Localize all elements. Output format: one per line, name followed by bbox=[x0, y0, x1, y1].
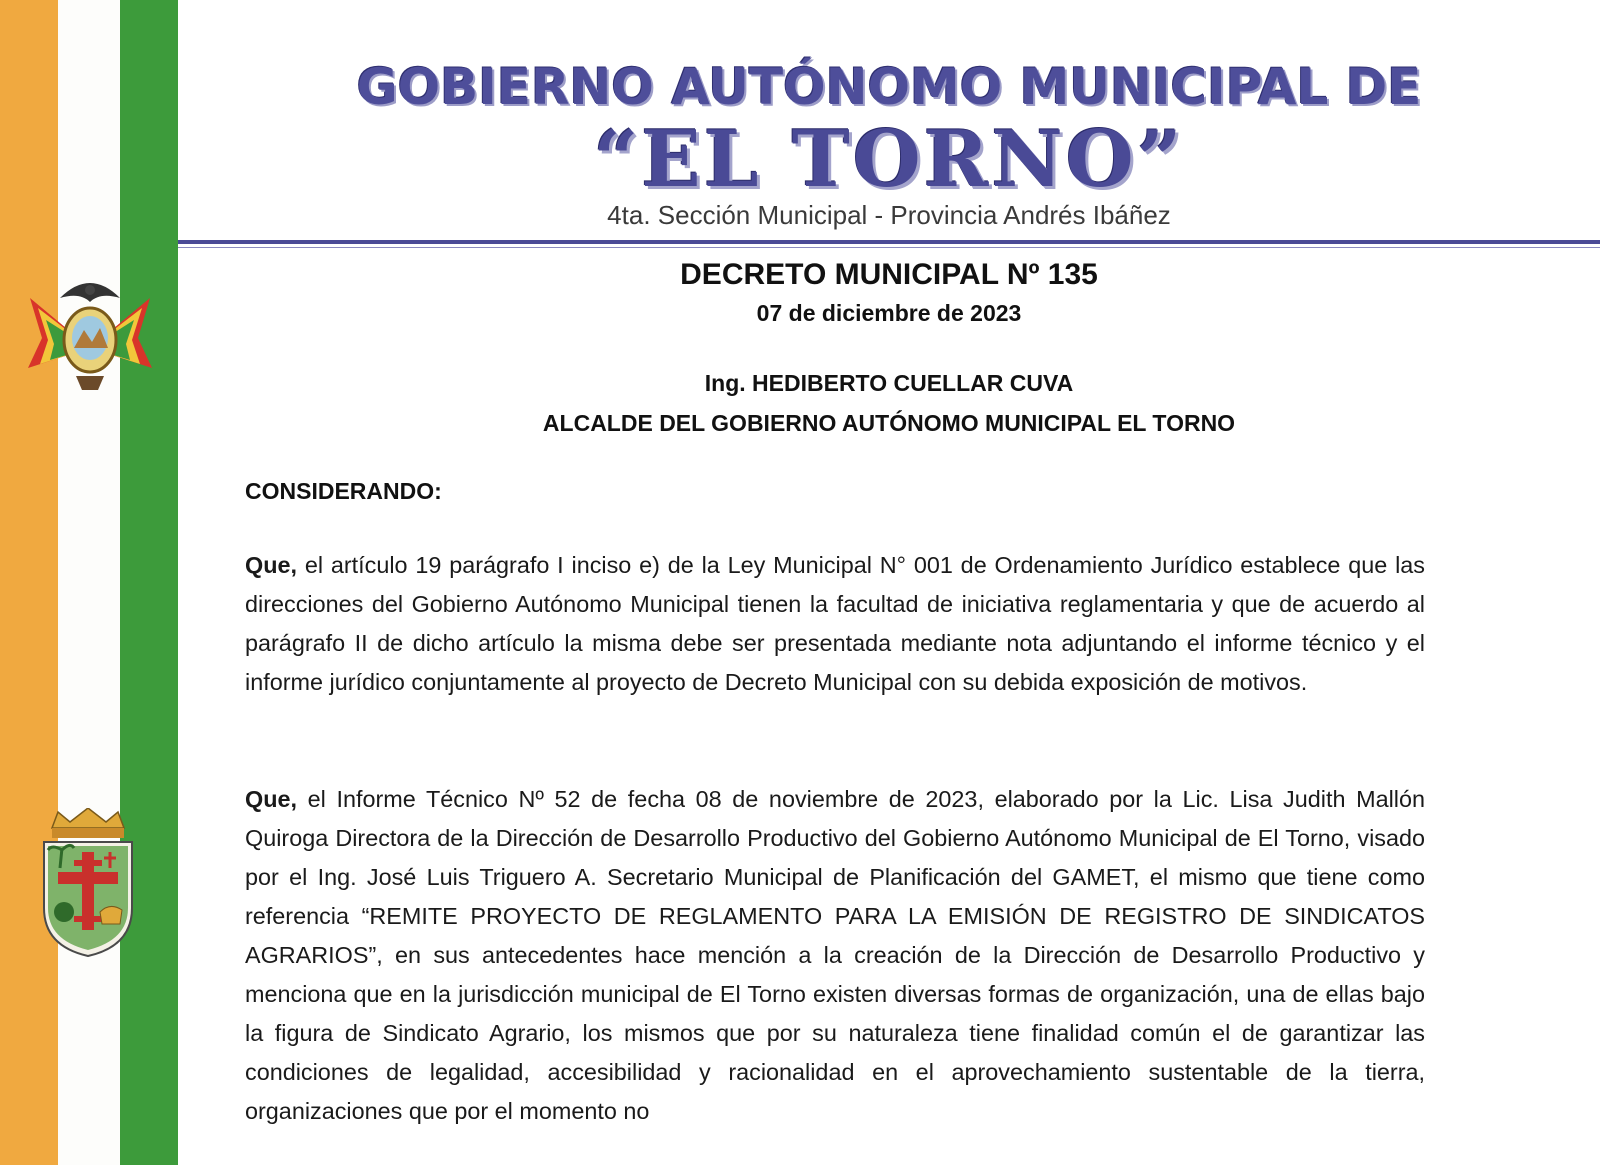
header-subtitle: 4ta. Sección Municipal - Provincia Andrés Ibáñez bbox=[607, 200, 1171, 230]
paragraph-text: el artículo 19 parágrafo I inciso e) de la Ley Municipal N° 001 de Ordenamiento Jurídico establece que las direcciones del Gobierno Autónomo Municipal tienen la facultad de iniciativa reglamentaria y que de acuerdo al parágrafo II de dicho artículo la misma debe ser presentada mediante nota adjuntando el informe técnico y el informe jurídico conjuntamente al proyecto de Decreto Municipal con su debida exposición de motivos. bbox=[245, 552, 1425, 695]
paragraph-lead: Que, bbox=[245, 552, 297, 578]
decree-title: DECRETO MUNICIPAL Nº 135 bbox=[680, 258, 1098, 291]
paragraph-lead: Que, bbox=[245, 786, 297, 812]
bolivia-coat-of-arms-icon bbox=[20, 268, 160, 398]
considering-paragraph-2 bbox=[245, 780, 1425, 1131]
header-municipality-name: “EL TORNO” bbox=[593, 114, 1185, 205]
decree-date: 07 de diciembre de 2023 bbox=[756, 300, 1022, 326]
paragraph-text: el Informe Técnico Nº 52 de fecha 08 de noviembre de 2023, elaborado por la Lic. Lisa Judith Mallón Quiroga Directora de la Dirección de Desarrollo Productivo del Gobierno Autónomo Municipal de El Torno, visado por el Ing. José Luis Triguero A. Secretario Municipal de Planificación del GAMET, el mismo que tiene como referencia “REMITE PROYECTO DE REGLAMENTO PARA LA EMISIÓN DE REGISTRO DE SINDICATOS AGRARIOS”, en sus antecedentes hace mención a la creación de la Dirección de Desarrollo Productivo y menciona que en la jurisdicción municipal de El Torno existen diversas formas de organización, una de ellas bajo la figura de Sindicato Agrario, los mismos que por su naturaleza tiene finalidad común el de garantizar las condiciones de legalidad, accesibilidad y racionalidad en el aprovechamiento sustentable de la tierra, organizaciones que por el momento no bbox=[245, 786, 1425, 1124]
mayor-name: Ing. HEDIBERTO CUELLAR CUVA bbox=[704, 370, 1074, 396]
considering-paragraph-1 bbox=[245, 546, 1425, 702]
flag-stripe-green bbox=[120, 0, 178, 1165]
flag-stripe-white bbox=[58, 0, 120, 1165]
header-divider-thin bbox=[178, 247, 1600, 248]
header-divider-thick bbox=[178, 240, 1600, 244]
header-government-name: GOBIERNO AUTÓNOMO MUNICIPAL DE bbox=[356, 58, 1422, 116]
considering-heading: CONSIDERANDO: bbox=[245, 478, 442, 504]
mayor-role: ALCALDE DEL GOBIERNO AUTÓNOMO MUNICIPAL EL TORNO bbox=[542, 410, 1236, 436]
flag-stripe-orange bbox=[0, 0, 58, 1165]
el-torno-shield-icon bbox=[38, 808, 138, 958]
